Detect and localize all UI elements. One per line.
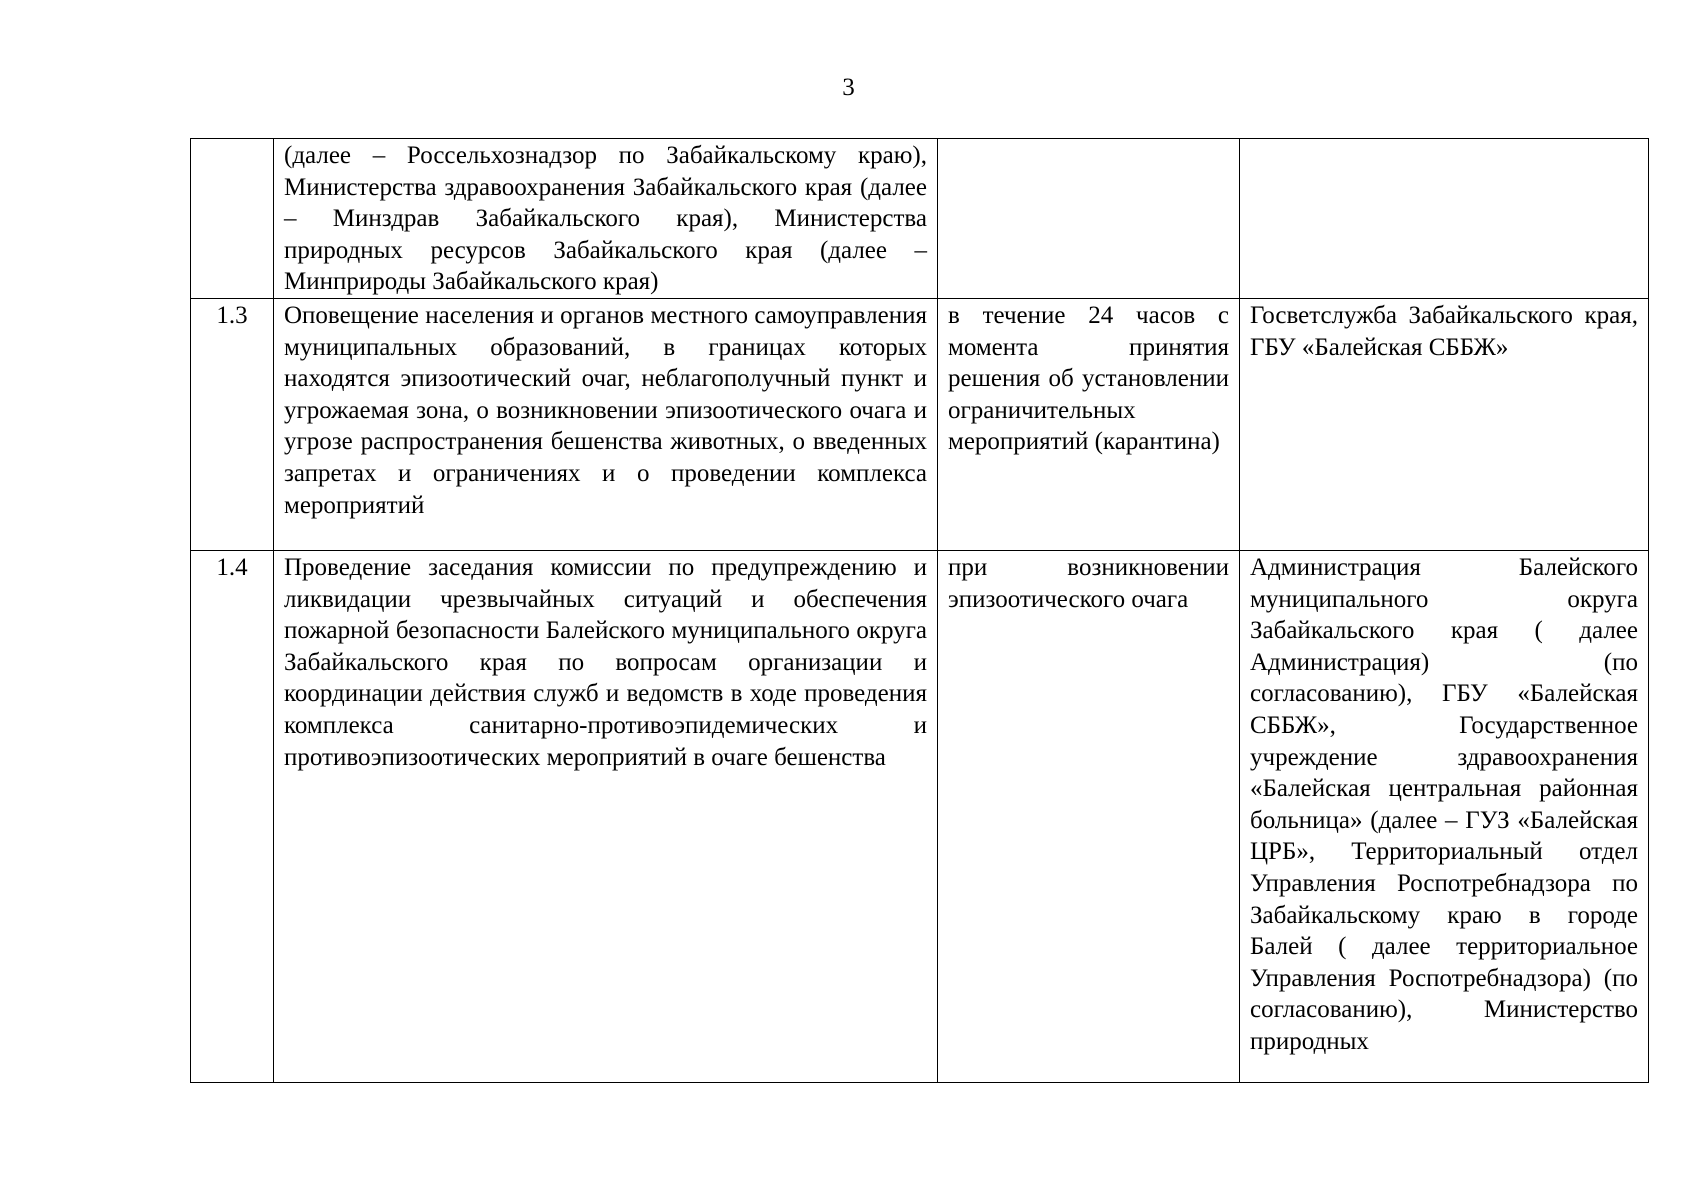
measure-cell: Проведение заседания комиссии по предупреждению и ликвидации чрезвычайных ситуаций и обеспечения пожарной безопасности Балейского муниципального округа Забайкальского края по вопросам организации и координации действия служб и ведомств в ходе проведения комплекса санитарно-противоэпидемических и противоэпизоотических мероприятий в очаге бешенства bbox=[274, 550, 938, 1082]
table-row-continued bbox=[191, 139, 1649, 299]
measures-table bbox=[190, 138, 1649, 1083]
page-number: 3 bbox=[842, 74, 855, 101]
table-row-1-4 bbox=[191, 550, 1649, 1082]
row-number-cell: 1.4 bbox=[191, 550, 274, 1082]
deadline-cell: в течение 24 часов с момента принятия решения об установлении ограничительных мероприятий (карантина) bbox=[938, 298, 1240, 550]
responsible-cell: Администрация Балейского муниципального округа Забайкальского края ( далее Администрация) (по согласованию), ГБУ «Балейская СББЖ», Государственное учреждение здравоохранения «Балейская центральная районная больница» (далее – ГУЗ «Балейская ЦРБ», Территориальный отдел Управления Роспотребнадзора по Забайкальскому краю в городе Балей ( далее территориальное Управления Роспотребнадзора) (по согласованию), Министерство природных bbox=[1240, 550, 1649, 1082]
row-number-cell bbox=[191, 139, 274, 299]
responsible-cell: Госветслужба Забайкальского края, ГБУ «Балейская СББЖ» bbox=[1240, 298, 1649, 550]
deadline-cell bbox=[938, 139, 1240, 299]
table-row-1-3 bbox=[191, 298, 1649, 550]
row-number-cell: 1.3 bbox=[191, 298, 274, 550]
measure-cell: Оповещение населения и органов местного самоуправления муниципальных образований, в границах которых находятся эпизоотический очаг, неблагополучный пункт и угрожаемая зона, о возникновении эпизоотического очага и угрозе распространения бешенства животных, о введенных запретах и ограничениях и о проведении комплекса мероприятий bbox=[274, 298, 938, 550]
responsible-cell bbox=[1240, 139, 1649, 299]
measure-cell: (далее – Россельхознадзор по Забайкальскому краю), Министерства здравоохранения Забайкальского края (далее – Минздрав Забайкальского края), Министерства природных ресурсов Забайкальского края (далее – Минприроды Забайкальского края) bbox=[274, 139, 938, 299]
deadline-cell: при возникновении эпизоотического очага bbox=[938, 550, 1240, 1082]
